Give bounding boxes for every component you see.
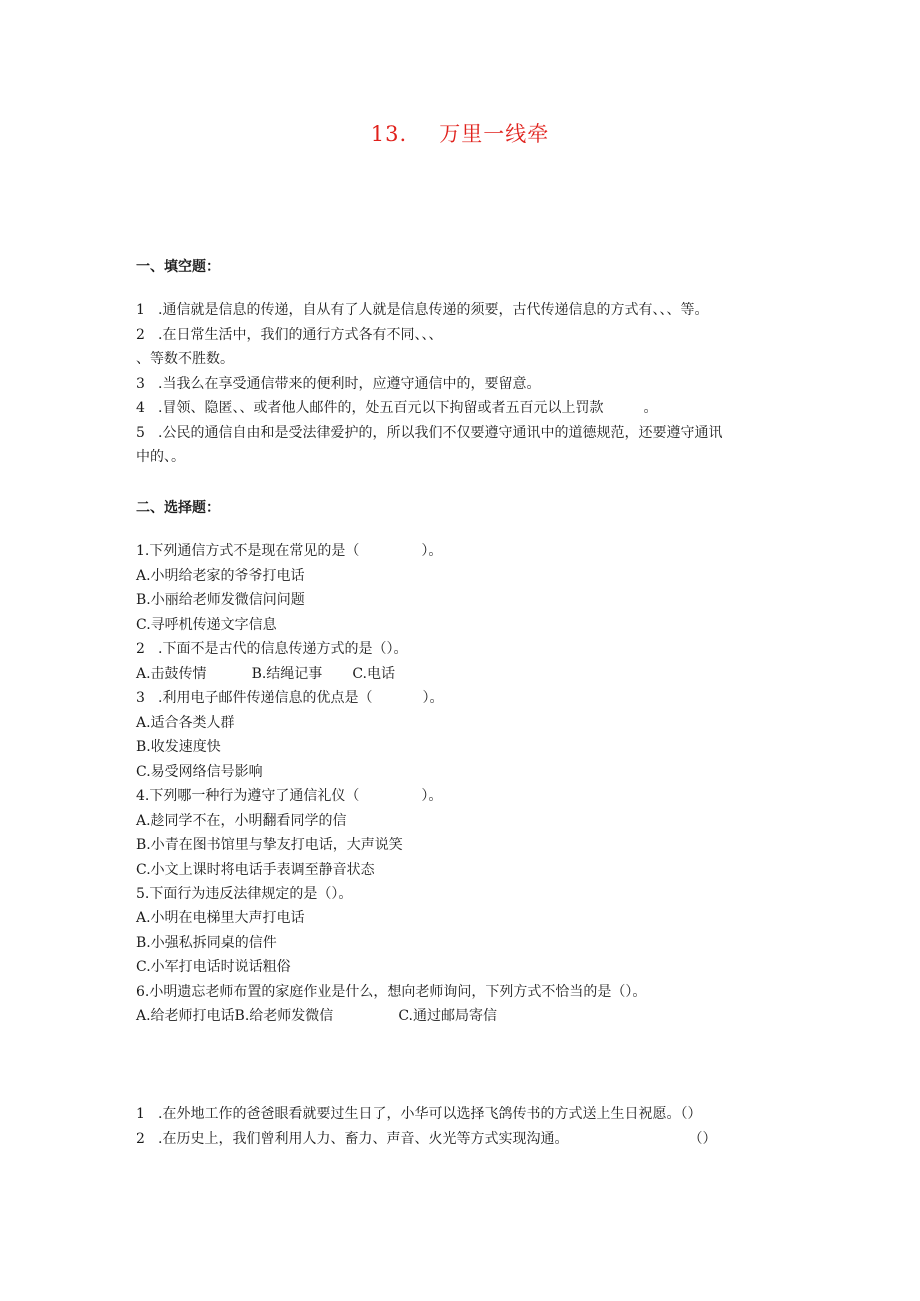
- question-close: ）。: [421, 788, 443, 804]
- choice-q3-stem: [136, 688, 443, 708]
- choice-q4-option-c: C.小文上课时将电话手表调至静音状态: [136, 862, 375, 878]
- question-text: .通信就是信息的传递，自从有了人就是信息传递的须要，古代传递信息的方式有、、、等。: [158, 302, 709, 318]
- choice-q4-stem: [136, 786, 442, 806]
- question-close: ）。: [421, 543, 443, 559]
- question-number: 3: [136, 690, 145, 706]
- choice-q3-option-a: A.适合各类人群: [136, 715, 235, 731]
- question-number: 3: [136, 376, 145, 392]
- judge-q2: [136, 1129, 716, 1149]
- question-number: 4: [136, 400, 145, 416]
- fill-blank-heading: 一、填空题：: [136, 259, 220, 275]
- question-text: .在外地工作的爸爸眼看就要过生日了，小华可以选择飞鸽传书的方式送上生日祝愿。（）: [158, 1106, 702, 1122]
- fill-blank-q2-continuation: 、等数不胜数。: [136, 351, 234, 367]
- fill-blank-q1: [136, 300, 708, 320]
- lesson-title: 万里一线牵: [439, 122, 550, 146]
- question-end: 。: [643, 400, 658, 416]
- question-text: .当我么在享受通信带来的便利时，应遵守通信中的，要留意。: [158, 376, 541, 392]
- fill-blank-q5-continuation: 中的、。: [136, 449, 185, 465]
- answer-paren: （）: [688, 1131, 717, 1147]
- lesson-number: 13.: [370, 122, 408, 146]
- question-text: 4.下列哪一种行为遵守了通信礼仪（: [136, 788, 360, 804]
- fill-blank-q5: [136, 423, 722, 443]
- question-text: .冒领、隐匿、、或者他人邮件的，处五百元以下拘留或者五百元以上罚款: [158, 400, 604, 416]
- choice-q3-option-b: B.收发速度快: [136, 739, 221, 755]
- choice-q5-option-b: B.小强私拆同桌的信件: [136, 935, 277, 951]
- question-text: .在历史上，我们曾利用人力、畜力、声音、火光等方式实现沟通。: [158, 1131, 569, 1147]
- choice-q1-option-a: A.小明给老家的爷爷打电话: [136, 568, 305, 584]
- question-number: 5: [136, 425, 145, 441]
- judge-q1: [136, 1104, 701, 1124]
- option-c: C.通过邮局寄信: [398, 1008, 497, 1024]
- choice-q1-option-b: B.小丽给老师发微信问问题: [136, 592, 305, 608]
- option-ab: A.给老师打电话B.给老师发微信: [136, 1008, 334, 1024]
- choice-q4-option-b: B.小青在图书馆里与挚友打电话，大声说笑: [136, 837, 403, 853]
- question-text: .下面不是古代的信息传递方式的是（）。: [158, 641, 408, 657]
- fill-blank-q3: [136, 374, 540, 394]
- option-c: C.电话: [352, 666, 395, 682]
- question-text: .在日常生活中，我们的通行方式各有不同、、、: [158, 327, 443, 343]
- choice-q5-option-c: C.小军打电话时说话粗俗: [136, 959, 291, 975]
- choice-q2-stem: [136, 639, 407, 659]
- question-number: 1: [136, 302, 145, 318]
- page-title: [0, 118, 920, 148]
- option-b: B.结绳记事: [251, 666, 323, 682]
- question-text: .公民的通信自由和是受法律爱护的，所以我们不仅要遵守通讯中的道德规范，还要遵守通讯: [158, 425, 723, 441]
- question-close: ）。: [422, 690, 444, 706]
- question-number: 1: [136, 1106, 145, 1122]
- choice-q2-options: [136, 664, 395, 684]
- question-text: .利用电子邮件传递信息的优点是（: [158, 690, 373, 706]
- question-text: 1.下列通信方式不是现在常见的是（: [136, 543, 360, 559]
- choice-q3-option-c: C.易受网络信号影响: [136, 764, 263, 780]
- fill-blank-q4: [136, 398, 657, 418]
- fill-blank-q2: [136, 325, 442, 345]
- question-number: 2: [136, 641, 145, 657]
- choice-q5-option-a: A.小明在电梯里大声打电话: [136, 910, 305, 926]
- question-number: 2: [136, 1131, 145, 1147]
- question-number: 2: [136, 327, 145, 343]
- option-a: A.击鼓传情: [136, 666, 207, 682]
- choice-q5-stem: 5.下面行为违反法律规定的是（）。: [136, 886, 353, 902]
- choice-q1-option-c: C.寻呼机传递文字信息: [136, 617, 277, 633]
- choice-heading: 二、选择题：: [136, 500, 220, 516]
- choice-q6-stem: 6.小明遗忘老师布置的家庭作业是什么，想向老师询问，下列方式不恰当的是（）。: [136, 984, 647, 1000]
- choice-q6-options: [136, 1006, 497, 1026]
- choice-q1-stem: [136, 541, 442, 561]
- choice-q4-option-a: A.趁同学不在，小明翻看同学的信: [136, 813, 347, 829]
